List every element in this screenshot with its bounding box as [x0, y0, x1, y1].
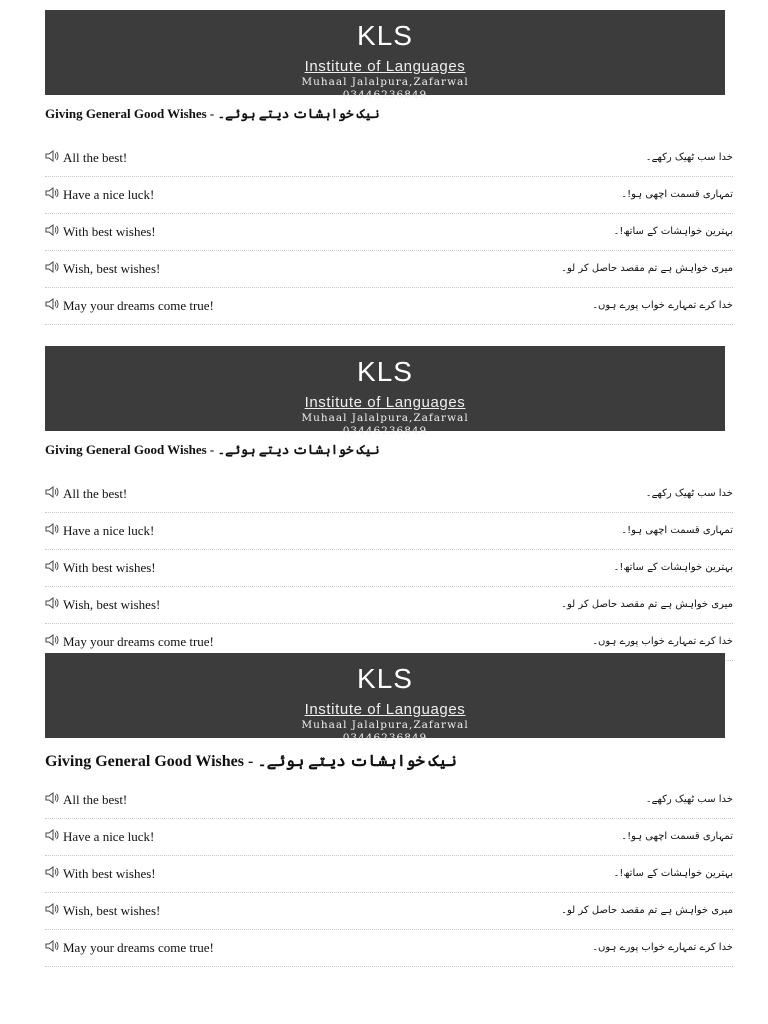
phrase-urdu: خدا سب ٹھیک رکھے۔	[645, 152, 733, 163]
phrase-list	[45, 782, 733, 967]
phrase-urdu: میری خواہش ہے تم مقصد حاصل کر لو۔	[561, 905, 733, 916]
phrase-row	[45, 288, 733, 325]
phrase-row	[45, 930, 733, 967]
header-banner	[45, 653, 725, 744]
phrase-urdu: خدا کرے تمہارے خواب پورے ہوں۔	[592, 942, 733, 953]
phrase-english: With best wishes!	[63, 224, 156, 239]
banner-subtitle-link[interactable]: Institute of Languages	[304, 394, 466, 411]
phrase-urdu: خدا کرے تمہارے خواب پورے ہوں۔	[592, 636, 733, 647]
speaker-icon[interactable]	[45, 298, 59, 310]
header-banner	[45, 10, 725, 101]
banner-title: KLS	[357, 20, 413, 51]
header-banner	[45, 346, 725, 437]
phrase-row	[45, 214, 733, 251]
phrase-urdu: بہترین خواہشات کے ساتھ!۔	[613, 868, 733, 879]
banner-subtitle-link[interactable]: Institute of Languages	[304, 701, 466, 718]
phrase-english: Wish, best wishes!	[63, 261, 161, 276]
banner-phone: 03446236849	[342, 425, 428, 437]
phrase-english: All the best!	[63, 150, 128, 165]
speaker-icon[interactable]	[45, 187, 59, 199]
phrase-row	[45, 856, 733, 893]
banner-address: Muhaal Jalalpura,Zafarwal	[301, 76, 469, 88]
phrase-english: Have a nice luck!	[63, 523, 155, 538]
phrase-list	[45, 140, 733, 325]
phrase-english: May your dreams come true!	[63, 634, 214, 649]
speaker-icon[interactable]	[45, 486, 59, 498]
speaker-icon[interactable]	[45, 866, 59, 878]
phrase-english: Have a nice luck!	[63, 829, 155, 844]
phrase-english: All the best!	[63, 792, 128, 807]
phrase-urdu: تمہاری قسمت اچھی ہو!۔	[621, 189, 733, 200]
phrase-row	[45, 819, 733, 856]
phrase-row	[45, 587, 733, 624]
speaker-icon[interactable]	[45, 261, 59, 273]
phrase-row	[45, 251, 733, 288]
phrase-english: May your dreams come true!	[63, 940, 214, 955]
phrase-urdu: خدا سب ٹھیک رکھے۔	[645, 794, 733, 805]
phrase-urdu: تمہاری قسمت اچھی ہو!۔	[621, 525, 733, 536]
phrase-english: May your dreams come true!	[63, 298, 214, 313]
banner-address: Muhaal Jalalpura,Zafarwal	[301, 719, 469, 731]
phrase-row	[45, 550, 733, 587]
lesson-card-1	[45, 10, 733, 313]
banner-address: Muhaal Jalalpura,Zafarwal	[301, 412, 469, 424]
phrase-urdu: تمہاری قسمت اچھی ہو!۔	[621, 831, 733, 842]
phrase-urdu: بہترین خواہشات کے ساتھ!۔	[613, 562, 733, 573]
section-heading: Giving General Good Wishes - نیک خواہشات دیتے ہوئے۔	[45, 753, 457, 770]
phrase-row	[45, 476, 733, 513]
banner-subtitle-link[interactable]: Institute of Languages	[304, 58, 466, 75]
phrase-english: Wish, best wishes!	[63, 597, 161, 612]
phrase-english: Have a nice luck!	[63, 187, 155, 202]
banner-title: KLS	[357, 356, 413, 387]
phrase-row	[45, 513, 733, 550]
banner-title: KLS	[357, 663, 413, 694]
phrase-english: All the best!	[63, 486, 128, 501]
speaker-icon[interactable]	[45, 224, 59, 236]
speaker-icon[interactable]	[45, 829, 59, 841]
phrase-english: With best wishes!	[63, 560, 156, 575]
phrase-row	[45, 140, 733, 177]
section-heading: Giving General Good Wishes - نیک خواہشات دیتے ہوئے۔	[45, 106, 380, 121]
speaker-icon[interactable]	[45, 560, 59, 572]
phrase-row	[45, 782, 733, 819]
phrase-urdu: خدا سب ٹھیک رکھے۔	[645, 488, 733, 499]
phrase-urdu: بہترین خواہشات کے ساتھ!۔	[613, 226, 733, 237]
phrase-english: With best wishes!	[63, 866, 156, 881]
speaker-icon[interactable]	[45, 597, 59, 609]
section-heading: Giving General Good Wishes - نیک خواہشات دیتے ہوئے۔	[45, 442, 380, 457]
banner-phone: 03446236849	[342, 89, 428, 101]
speaker-icon[interactable]	[45, 940, 59, 952]
phrase-urdu: میری خواہش ہے تم مقصد حاصل کر لو۔	[561, 599, 733, 610]
lesson-card-3	[45, 653, 733, 955]
banner-phone: 03446236849	[342, 732, 428, 744]
speaker-icon[interactable]	[45, 523, 59, 535]
phrase-row	[45, 177, 733, 214]
speaker-icon[interactable]	[45, 792, 59, 804]
phrase-row	[45, 893, 733, 930]
phrase-list	[45, 476, 733, 661]
lesson-card-2	[45, 346, 733, 649]
speaker-icon[interactable]	[45, 150, 59, 162]
phrase-urdu: خدا کرے تمہارے خواب پورے ہوں۔	[592, 300, 733, 311]
phrase-english: Wish, best wishes!	[63, 903, 161, 918]
speaker-icon[interactable]	[45, 634, 59, 646]
speaker-icon[interactable]	[45, 903, 59, 915]
phrase-urdu: میری خواہش ہے تم مقصد حاصل کر لو۔	[561, 263, 733, 274]
